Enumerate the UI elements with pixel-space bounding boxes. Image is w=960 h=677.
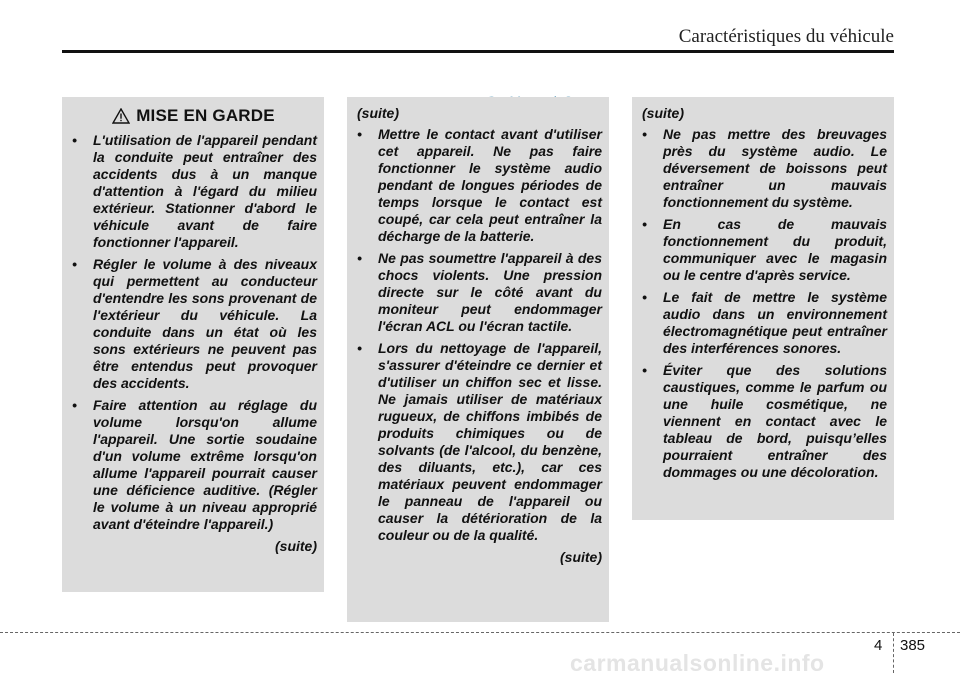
- warning-box-1: [62, 97, 324, 592]
- footer-rule: [0, 632, 960, 633]
- warning-triangle-icon: [112, 108, 130, 124]
- continued-top-label: (suite): [357, 105, 399, 121]
- bullet-icon: •: [357, 250, 362, 266]
- list-item: • Éviter que des solutions caustiques, comme le parfum ou une huile cosmétique, ne viennent en contact avec le tableau de bord, puisqu’elles pourraient entraîner des dommages ou une décoloration.: [642, 362, 887, 480]
- bullet-icon: •: [357, 126, 362, 142]
- continued-label: (suite): [275, 538, 317, 554]
- warning-heading: [70, 106, 317, 126]
- bullet-icon: •: [642, 126, 647, 142]
- list-item: • L'utilisation de l'appareil pendant la conduite peut entraîner des accidents dus à un manque d'attention à l'égard du milieu extérieur. Stationner d'abord le véhicule avant de faire fonctionner l'appareil.: [72, 132, 317, 250]
- site-watermark: carmanualsonline.info: [570, 650, 825, 676]
- bullet-icon: •: [72, 397, 77, 413]
- list-item: • Le fait de mettre le système audio dans un environnement électromagnétique peut entraîner des interférences sonores.: [642, 289, 887, 356]
- chapter-number: 4: [874, 637, 883, 654]
- bullet-icon: •: [642, 216, 647, 232]
- bullet-icon: •: [72, 256, 77, 272]
- bullet-icon: •: [72, 132, 77, 148]
- list-item: • Ne pas mettre des breuvages près du système audio. Le déversement de boissons peut entraîner un mauvais fonctionnement du système.: [642, 126, 887, 210]
- bullet-icon: •: [642, 362, 647, 378]
- list-item: • Faire attention au réglage du volume lorsqu'on allume l'appareil. Une sortie soudaine d'un volume extrême lorsqu'on allume l'appareil pourrait causer une déficience auditive. (Régler le volume à un niveau approprié avant d'éteindre l'appareil.): [72, 397, 317, 532]
- warning-box-3: [632, 97, 894, 520]
- bullet-icon: •: [642, 289, 647, 305]
- list-item: • Mettre le contact avant d'utiliser cet appareil. Ne pas faire fonctionner le système audio pendant de longues périodes de temps lorsque le contact est coupé, car cela peut entraîner la décharge de la batterie.: [357, 126, 602, 244]
- continued-label: (suite): [560, 549, 602, 565]
- warning-list-3: [640, 126, 887, 481]
- warning-title: MISE EN GARDE: [136, 106, 275, 125]
- list-item: • Régler le volume à des niveaux qui permettent au conducteur d'entendre les sons provenant de l'extérieur du véhicule. La conduite dans un état où les sons extérieurs ne peuvent pas être entendus peut provoquer des accidents.: [72, 256, 317, 391]
- warning-box-2: [347, 97, 609, 622]
- warning-list-2: [355, 126, 602, 544]
- continued-top-label: (suite): [642, 105, 684, 121]
- list-item: • En cas de mauvais fonctionnement du produit, communiquer avec le magasin ou le centre d'après service.: [642, 216, 887, 283]
- warning-list-1: [70, 132, 317, 533]
- page-number: 385: [900, 637, 926, 654]
- bullet-icon: •: [357, 340, 362, 356]
- section-title: Caractéristiques du véhicule: [678, 26, 894, 47]
- page-divider: [893, 633, 894, 673]
- header-rule: [62, 50, 894, 53]
- list-item: • Ne pas soumettre l'appareil à des chocs violents. Une pression directe sur le côté avant du moniteur peut endommager l'écran ACL ou l'écran tactile.: [357, 250, 602, 334]
- list-item: • Lors du nettoyage de l'appareil, s'assurer d'éteindre ce dernier et d'utiliser un chiffon sec et lisse. Ne jamais utiliser de matériaux rugueux, de chiffons imbibés de produits chimiques ou de solvants (de l'alcool, du benzène, des diluants, etc.), car ces matériaux peuvent endommager le panneau de l'appareil ou causer la détérioration de la couleur ou de la qualité.: [357, 340, 602, 543]
